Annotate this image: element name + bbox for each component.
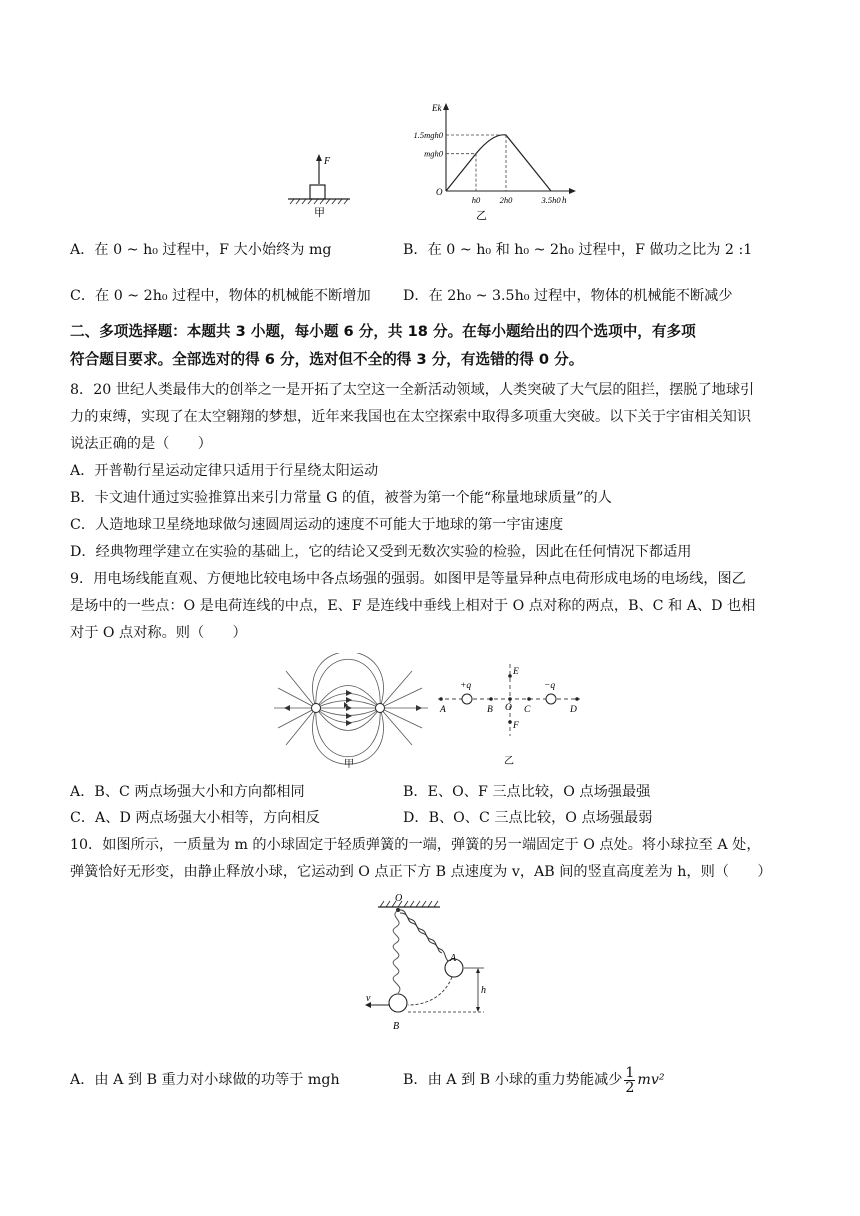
q8-stem-line2: 力的束缚，实现了在太空翱翔的梦想，近年来我国也在太空探索中取得多项重大突破。以下关于宇宙相关知识 [70,409,752,425]
q9-stem-line3: 对于 O 点对称。则（ ） [70,625,247,641]
q8-option-d[interactable]: D．经典物理学建立在实验的基础上，它的结论又受到无数次实验的检验，因此在任何情况下都适用 [70,544,692,560]
y-tick-1.5mgh0: 1.5mgh0 [413,130,443,140]
point-o-label: O [505,703,512,713]
fraction-numerator: 1 [625,1064,635,1081]
q9-option-c[interactable]: C．A、D 两点场强大小相等，方向相反 [70,810,320,826]
y-tick-mgh0: mgh0 [424,148,443,159]
x-tick-h0: h0 [471,195,481,205]
q7-option-b[interactable]: B．在 0 ~ h₀ 和 h₀ ~ 2h₀ 过程中，F 做功之比为 2 :1 [403,242,753,258]
figure-electric-field-lines [272,653,430,773]
figure-caption-yi-q9: 乙 [504,756,514,767]
height-label: h [481,985,486,996]
point-f-label: F [513,721,519,731]
section2-heading-line2: 符合题目要求。全部选对的得 6 分，选对但不全的得 3 分，有选错的得 0 分。 [70,351,584,368]
q9-stem-line1: 9．用电场线能直观、方便地比较电场中各点场强的强弱。如图甲是等量异种点电荷形成电场的电场线，图乙 [70,571,746,587]
section2-heading-line1: 二、多项选择题：本题共 3 小题，每小题 6 分，共 18 分。在每小题给出的四个选项中，有多项 [70,323,696,340]
figure-caption-yi: 乙 [476,210,487,222]
force-label: F [324,156,331,167]
point-b-spring-label: B [393,1021,400,1032]
q10-option-a[interactable]: A．由 A 到 B 重力对小球做的功等于 mgh [70,1072,340,1088]
q10-stem-line1: 10．如图所示，一质量为 m 的小球固定于轻质弹簧的一端，弹簧的另一端固定于 O 点处。将小球拉至 A 处， [70,837,761,853]
origin-label: O [436,187,443,197]
q7-option-c[interactable]: C．在 0 ~ 2h₀ 过程中，物体的机械能不断增加 [70,288,371,304]
velocity-label: v [366,993,371,1004]
fraction [624,1066,635,1095]
q8-option-c[interactable]: C．人造地球卫星绕地球做匀速圆周运动的速度不可能大于地球的第一宇宙速度 [70,517,564,533]
x-axis-label: h [562,195,567,205]
point-d-label: D [570,705,577,715]
q8-option-a[interactable]: A．开普勒行星运动定律只适用于行星绕太阳运动 [70,463,379,479]
figure-caption-jia: 甲 [314,207,325,218]
q9-option-b[interactable]: B．E、O、F 三点比较，O 点场强最强 [403,784,651,800]
chart-ek-vs-h [390,95,580,223]
q9-option-a[interactable]: A．B、C 两点场强大小和方向都相同 [70,784,305,800]
figure-spring-ball [360,893,500,1033]
point-a-label: A [440,705,446,715]
fraction-denominator: 2 [625,1079,635,1096]
point-a-spring-label: A [450,953,457,964]
point-b-label: B [487,705,493,715]
q8-option-b[interactable]: B．卡文迪什通过实验推算出来引力常量 G 的值，被誉为第一个能“称量地球质量”的人 [70,490,612,506]
x-tick-2h0: 2h0 [499,195,513,205]
q10-option-b-prefix: B．由 A 到 B 小球的重力势能减少 [403,1072,623,1088]
q10-option-b[interactable] [403,1062,665,1098]
q8-stem-line1: 8．20 世纪人类最伟大的创举之一是开拓了太空这一全新活动领域，人类突破了大气层的阻拦，摆脱了地球引 [70,382,755,398]
charge-plus-label: +q [460,681,472,691]
point-c-label: C [524,705,531,715]
q10-option-b-suffix: mv² [637,1072,665,1088]
q8-stem-line3: 说法正确的是（ ） [70,436,212,452]
q9-stem-line2: 是场中的一些点：O 是电荷连线的中点，E、F 是连线中垂线上相对于 O 点对称的两点，B、C 和 A、D 也相 [70,598,756,614]
figure-jia-block-force [284,148,354,218]
q7-option-d[interactable]: D．在 2h₀ ~ 3.5h₀ 过程中，物体的机械能不断减少 [403,288,733,304]
q10-stem-line2: 弹簧恰好无形变，由静止释放小球，它运动到 O 点正下方 B 点速度为 v，AB 间的竖直高度差为 h，则（ ） [70,864,772,880]
y-axis-label: Ek [432,103,442,113]
figure-points-layout [434,660,584,775]
point-e-label: E [513,667,519,677]
charge-minus-label: −q [544,681,556,691]
figure-caption-jia-q9: 甲 [344,759,354,770]
pivot-o-label: O [395,893,403,904]
q9-option-d[interactable]: D．B、O、C 三点比较，O 点场强最弱 [403,810,653,826]
series-line [446,135,551,191]
q7-option-a[interactable]: A．在 0 ~ h₀ 过程中，F 大小始终为 mg [70,242,332,258]
x-tick-3.5h0: 3.5h0 [541,195,561,205]
